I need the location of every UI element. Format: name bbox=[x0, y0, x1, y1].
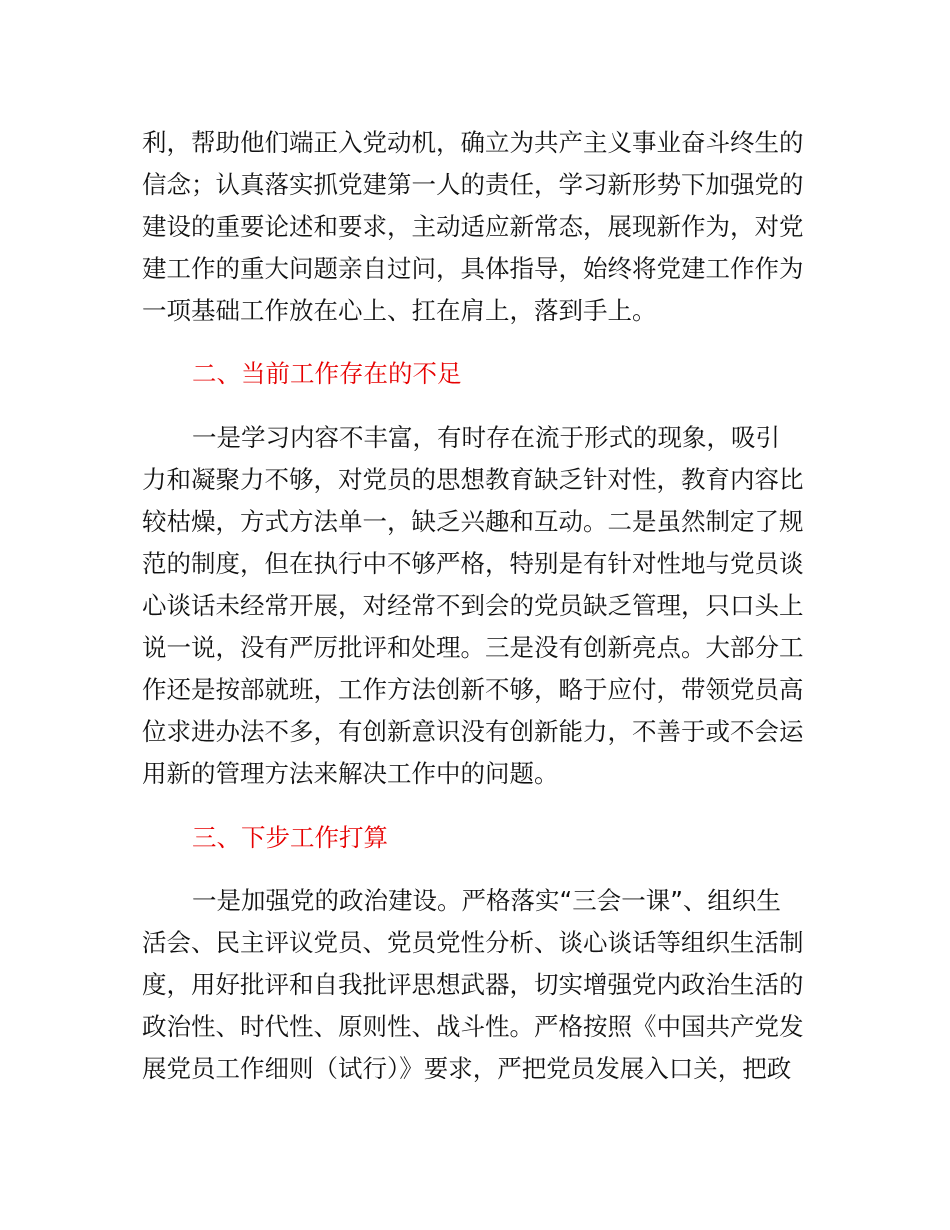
text-line: 信念；认真落实抓党建第一人的责任，学习新形势下加强党的 bbox=[142, 170, 804, 199]
text-line: 建工作的重大问题亲自过问，具体指导，始终将党建工作作为 bbox=[142, 254, 804, 283]
text-line: 作还是按部就班，工作方法创新不够，略于应付，带领党员高 bbox=[142, 675, 804, 704]
text-line: 展党员工作细则（试行）》要求，严把党员发展入口关，把政 bbox=[142, 1054, 792, 1083]
text-line: 活会、民主评议党员、党员党性分析、谈心谈话等组织生活制 bbox=[142, 928, 804, 957]
text-line: 用新的管理方法来解决工作中的问题。 bbox=[142, 759, 559, 788]
text-line: 利，帮助他们端正入党动机，确立为共产主义事业奋斗终生的 bbox=[142, 128, 804, 157]
text-line: 一是加强党的政治建设。严格落实“三会一课”、组织生 bbox=[192, 886, 781, 915]
text-line: 位求进办法不多，有创新意识没有创新能力，不善于或不会运 bbox=[142, 717, 804, 746]
section-heading-next-plans: 三、下步工作打算 bbox=[192, 823, 388, 852]
text-line: 较枯燥，方式方法单一，缺乏兴趣和互动。二是虽然制定了规 bbox=[142, 507, 804, 536]
text-line: 力和凝聚力不够，对党员的思想教育缺乏针对性，教育内容比 bbox=[142, 465, 804, 494]
text-line: 政治性、时代性、原则性、战斗性。严格按照《中国共产党发 bbox=[142, 1012, 804, 1041]
text-line: 一项基础工作放在心上、扛在肩上，落到手上。 bbox=[142, 296, 657, 325]
text-line: 心谈话未经常开展，对经常不到会的党员缺乏管理，只口头上 bbox=[142, 591, 804, 620]
text-line: 一是学习内容不丰富，有时存在流于形式的现象，吸引 bbox=[192, 423, 780, 452]
text-line: 范的制度，但在执行中不够严格，特别是有针对性地与党员谈 bbox=[142, 549, 804, 578]
text-line: 说一说，没有严厉批评和处理。三是没有创新亮点。大部分工 bbox=[142, 633, 804, 662]
section-heading-current-shortcomings: 二、当前工作存在的不足 bbox=[192, 359, 462, 388]
text-line: 度，用好批评和自我批评思想武器，切实增强党内政治生活的 bbox=[142, 970, 804, 999]
text-line: 建设的重要论述和要求，主动适应新常态，展现新作为，对党 bbox=[142, 212, 804, 241]
